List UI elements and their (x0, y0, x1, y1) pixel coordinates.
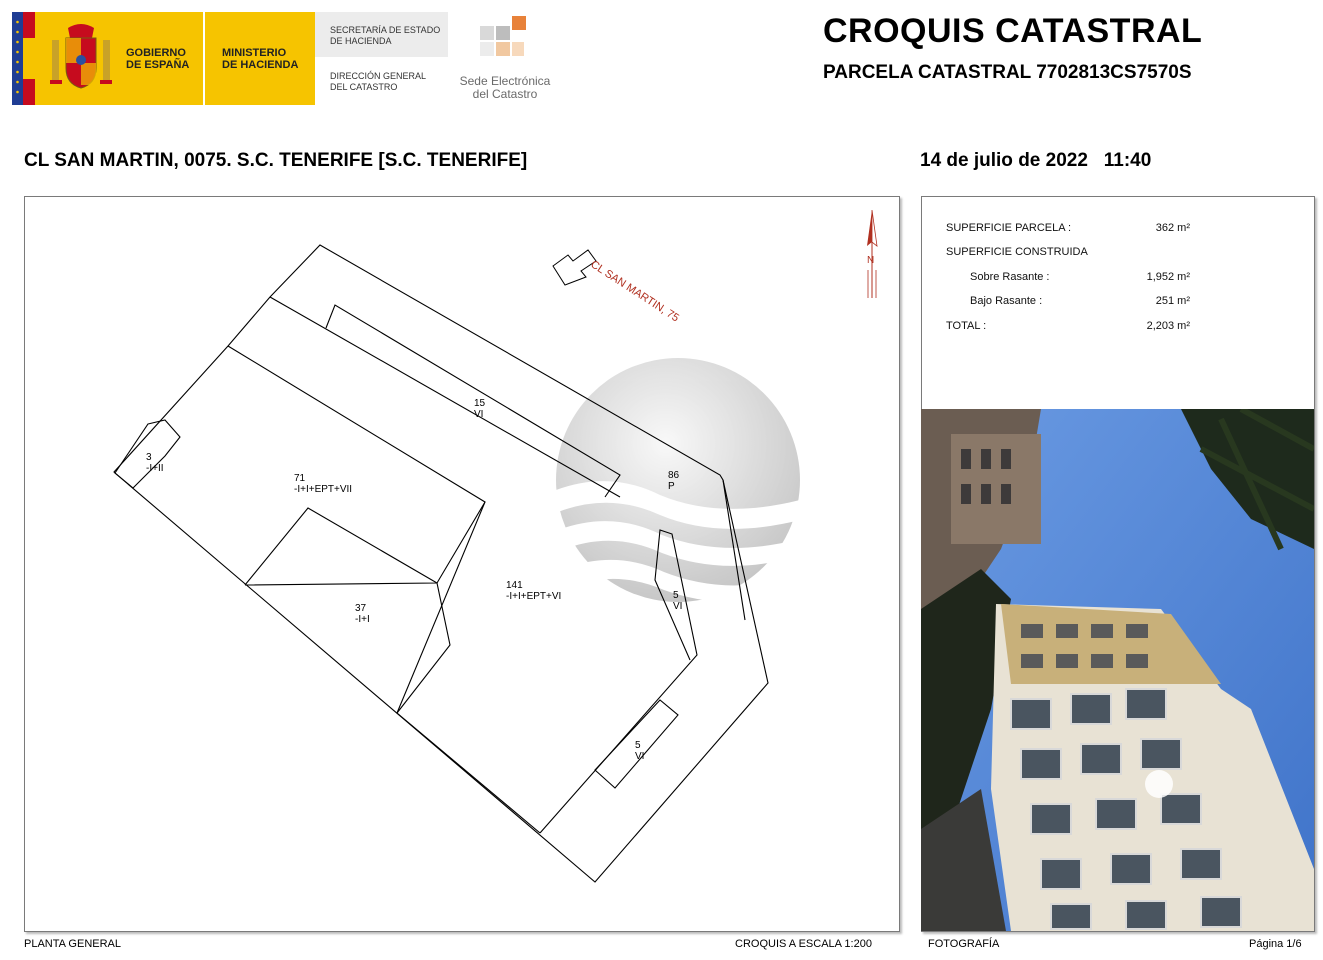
total-value: 2,203 m² (1146, 320, 1190, 332)
total-label: TOTAL : (946, 320, 987, 332)
document-datetime: 14 de julio de 2022 11:40 (920, 150, 1152, 171)
ministerio-label: MINISTERIO DE HACIENDA (222, 47, 299, 71)
unit-141-floors: -I+I+EPT+VI (506, 591, 562, 602)
parcela-reference: PARCELA CATASTRAL 7702813CS7570S (823, 62, 1192, 83)
unit-5b-area: 5 (635, 740, 641, 751)
unit-5b-floors: VI (635, 751, 645, 762)
unit-71-area: 71 (294, 473, 306, 484)
unit-5a-area: 5 (673, 590, 679, 601)
gobierno-label: GOBIERNO DE ESPAÑA (126, 47, 190, 71)
unit-15-area: 15 (474, 398, 486, 409)
secretaria-label: SECRETARÍA DE ESTADO DE HACIENDA (330, 25, 441, 46)
parcel-address: CL SAN MARTIN, 0075. S.C. TENERIFE [S.C. TENERIFE] (24, 150, 528, 171)
footer-fotografia: FOTOGRAFÍA (928, 938, 1000, 950)
unit-5a-floors: VI (673, 601, 683, 612)
direccion-label: DIRECCIÓN GENERAL DEL CATASTRO (330, 71, 426, 92)
sede-electronica-label (450, 75, 560, 101)
banner-divider (203, 12, 205, 105)
sede-line-1: Sede Electrónica (459, 74, 551, 88)
superficie-construida-label: SUPERFICIE CONSTRUIDA (946, 246, 1088, 258)
north-arrow-icon (867, 210, 877, 298)
unit-15-floors: VI (474, 409, 484, 420)
sede-line-2: del Catastro (472, 87, 538, 101)
unit-3-area: 3 (146, 452, 152, 463)
unit-71-floors: -I+I+EPT+VII (294, 484, 353, 495)
street-label: CL SAN MARTIN, 75 (588, 258, 682, 325)
north-label: N (867, 255, 875, 266)
sobre-rasante-value: 1,952 m² (1146, 271, 1190, 283)
document-title: CROQUIS CATASTRAL (823, 12, 1203, 50)
unit-141-area: 141 (506, 580, 523, 591)
footer-pagina: Página 1/6 (1249, 938, 1302, 950)
footer-planta-general: PLANTA GENERAL (24, 938, 121, 950)
footer-escala: CROQUIS A ESCALA 1:200 (735, 938, 872, 950)
cadastral-plan-drawing (24, 196, 900, 932)
bajo-rasante-label: Bajo Rasante : (970, 295, 1043, 307)
bajo-rasante-value: 251 m² (1155, 295, 1190, 307)
superficie-parcela-label: SUPERFICIE PARCELA : (946, 222, 1072, 234)
unit-86-floors: P (668, 481, 675, 492)
sobre-rasante-label: Sobre Rasante : (970, 271, 1050, 283)
coat-of-arms-icon (48, 22, 114, 94)
unit-3-floors: -I+II (146, 463, 164, 474)
unit-37-floors: -I+I (355, 614, 370, 625)
unit-86-area: 86 (668, 470, 680, 481)
building-photo (921, 409, 1314, 931)
unit-37-area: 37 (355, 603, 367, 614)
eu-flag-icon (12, 12, 35, 105)
superficie-parcela-value: 362 m² (1155, 222, 1190, 234)
sede-catastro-logo-icon (478, 16, 528, 66)
